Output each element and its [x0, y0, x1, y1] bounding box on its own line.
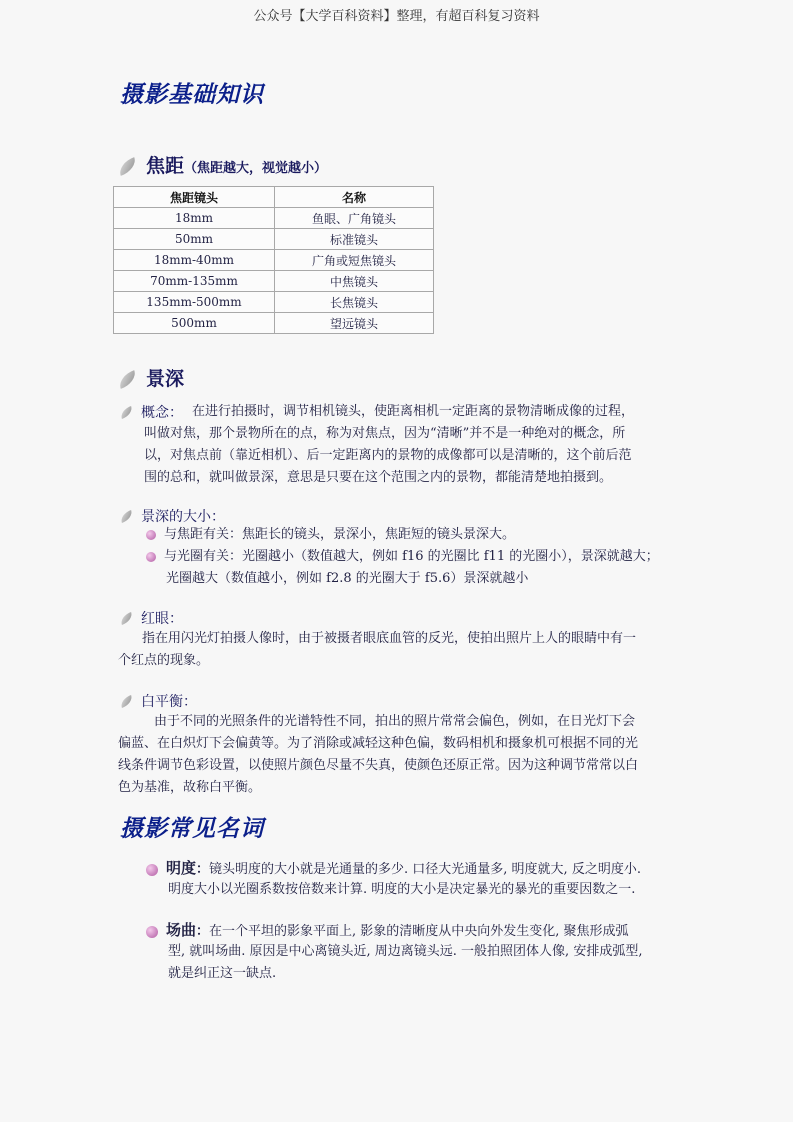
- list-item: [146, 524, 515, 546]
- pink-bullet-icon: [146, 864, 158, 876]
- table-row: [114, 271, 434, 292]
- main-title-terms: 摄影常见名词: [120, 816, 264, 842]
- pink-bullet-icon: [146, 552, 156, 562]
- cell-lens: 500mm: [114, 313, 275, 334]
- cell-name: 中焦镜头: [275, 271, 434, 292]
- table-row: [114, 313, 434, 334]
- leaf-bullet-icon: [120, 613, 137, 625]
- cell-lens: 50mm: [114, 229, 275, 250]
- section-focal: [118, 151, 327, 178]
- pink-bullet-icon: [146, 530, 156, 540]
- size-item-text: 与焦距有关：焦距长的镜头，景深小，焦距短的镜头景深大。: [164, 527, 516, 542]
- table-row: [114, 250, 434, 271]
- size-item-text: 与光圈有关：光圈越小（数值越大，例如 f16 的光圈比 f11 的光圈小），景深就越大；: [164, 549, 659, 564]
- cell-name: 广角或短焦镜头: [275, 250, 434, 271]
- leaf-bullet-icon: [120, 696, 137, 708]
- focal-heading: 焦距: [146, 155, 185, 177]
- leaf-bullet-icon: [120, 407, 137, 419]
- main-title-basics: 摄影基础知识: [120, 82, 264, 108]
- redeye-label: [120, 608, 183, 628]
- dof-size-label: [120, 506, 225, 526]
- wb-line: 由于不同的光照条件的光谱特性不同，拍出的照片常常会偏色，例如，在日光灯下会: [154, 714, 636, 729]
- list-item: [146, 546, 659, 568]
- field-line: 在一个平坦的影象平面上, 影象的清晰度从中央向外发生变化, 聚焦形成弧: [209, 924, 629, 939]
- leaf-bullet-icon: [120, 511, 137, 523]
- cell-lens: 70mm-135mm: [114, 271, 275, 292]
- cell-lens: 135mm-500mm: [114, 292, 275, 313]
- table-header-row: [114, 187, 434, 208]
- focal-note: （焦距越大，视觉越小）: [184, 161, 328, 176]
- cell-lens: 18mm: [114, 208, 275, 229]
- brightness-sep: ：: [196, 862, 210, 877]
- cell-name: 长焦镜头: [275, 292, 434, 313]
- pink-bullet-icon: [146, 926, 158, 938]
- cell-name: 鱼眼、广角镜头: [275, 208, 434, 229]
- section-dof: [118, 364, 184, 391]
- leaf-bullet-icon: [118, 159, 142, 175]
- wb-line: 线条件调节色彩设置，以使照片颜色尽量不失真，使颜色还原正常。因为这种调节常常以白: [118, 758, 639, 773]
- dof-concept-label: [120, 402, 183, 422]
- page-header: 公众号【大学百科资料】整理，有超百科复习资料: [253, 9, 540, 24]
- concept-label-text: 概念：: [141, 405, 183, 421]
- field-line: 就是纠正这一缺点.: [168, 966, 277, 981]
- redeye-line: 个红点的现象。: [118, 653, 210, 668]
- wb-line: 偏蓝、在白炽灯下会偏黄等。为了消除或减轻这种色偏，数码相机和摄象机可根据不同的光: [118, 736, 639, 751]
- cell-name: 标准镜头: [275, 229, 434, 250]
- table-row: [114, 292, 434, 313]
- brightness-line: 明度大小以光圈系数按倍数来计算. 明度的大小是决定暴光的暴光的重要因数之一.: [168, 882, 636, 897]
- list-item: [146, 857, 641, 881]
- col-header-lens: 焦距镜头: [114, 187, 275, 208]
- focal-table: [113, 186, 434, 334]
- redeye-line: 指在用闪光灯拍摄人像时，由于被摄者眼底血管的反光，使拍出照片上人的眼睛中有一: [142, 631, 637, 646]
- dof-concept-line: 以，对焦点前（靠近相机）、后一定距离内的景物的成像都可以是清晰的，这个前后范: [144, 448, 632, 463]
- size-label-text: 景深的大小：: [141, 509, 225, 525]
- leaf-bullet-icon: [118, 372, 142, 388]
- cell-lens: 18mm-40mm: [114, 250, 275, 271]
- dof-concept-line: 围的总和，就叫做景深，意思是只要在这个范围之内的景物，都能清楚地拍摄到。: [144, 470, 613, 485]
- col-header-name: 名称: [275, 187, 434, 208]
- field-line: 型, 就叫场曲. 原因是中心离镜头近, 周边离镜头远. 一般拍照团体人像, 安排成弧型,: [168, 944, 643, 959]
- dof-concept-line: 叫做对焦，那个景物所在的点，称为对焦点，因为“清晰”并不是一种绝对的概念，所: [144, 426, 626, 441]
- field-term: 场曲: [166, 921, 197, 939]
- size-item-continuation: 光圈越大（数值越小，例如 f2.8 的光圈大于 f5.6）景深就越小: [166, 571, 529, 586]
- brightness-term: 明度: [166, 859, 197, 877]
- table-row: [114, 229, 434, 250]
- table-row: [114, 208, 434, 229]
- cell-name: 望远镜头: [275, 313, 434, 334]
- field-sep: ：: [196, 924, 210, 939]
- wb-line: 色为基准，故称白平衡。: [118, 780, 262, 795]
- dof-concept-line: 在进行拍摄时，调节相机镜头，使距离相机一定距离的景物清晰成像的过程，: [192, 404, 635, 419]
- wb-label: [120, 691, 197, 711]
- dof-heading: 景深: [146, 368, 185, 390]
- brightness-line: 镜头明度的大小就是光通量的多少. 口径大光通量多, 明度就大, 反之明度小.: [209, 862, 641, 877]
- list-item: [146, 919, 629, 943]
- redeye-label-text: 红眼：: [141, 611, 183, 627]
- wb-label-text: 白平衡：: [141, 694, 197, 710]
